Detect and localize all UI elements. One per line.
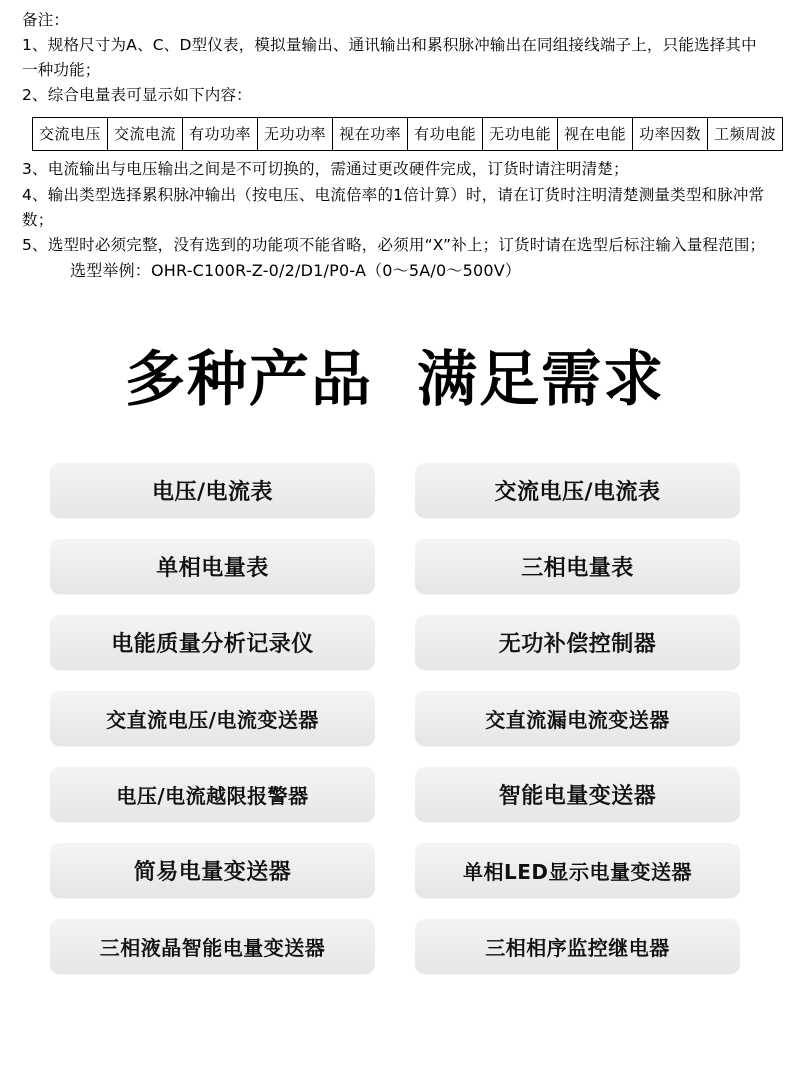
note-item-3: 3、电流输出与电压输出之间是不可切换的，需通过更改硬件完成，订货时请注明清楚； [22,160,629,179]
note-item-4: 4、输出类型选择累积脉冲输出（按电压、电流倍率的1倍计算）时，请在订货时注明清楚测量类型和脉冲常数； [22,185,765,229]
table-cell-reactive-energy: 无功电能 [483,118,558,151]
table-cell-reactive-power: 无功功率 [258,118,333,151]
product-card-single-phase-led-power-transducer[interactable]: 单相LED显示电量变送器 [415,843,740,898]
table-cell-ac-voltage: 交流电压 [33,118,108,151]
product-card-reactive-compensation-controller[interactable]: 无功补偿控制器 [415,615,740,670]
product-card-simple-power-transducer[interactable]: 简易电量变送器 [50,843,375,898]
notes-title: 备注： [22,11,70,29]
product-card-voltage-current-alarm[interactable]: 电压/电流越限报警器 [50,767,375,822]
product-card-smart-power-transducer[interactable]: 智能电量变送器 [415,767,740,822]
product-card-acdc-leakage-current-transducer[interactable]: 交直流漏电流变送器 [415,691,740,746]
notes-block-2 [22,157,768,283]
notes-block [22,8,768,108]
headline-right: 满足需求 [417,344,665,415]
table-cell-power-factor: 功率因数 [633,118,708,151]
function-table [32,117,783,151]
product-card-acdc-voltage-current-transducer[interactable]: 交直流电压/电流变送器 [50,691,375,746]
table-cell-active-power: 有功功率 [183,118,258,151]
headline-left: 多种产品 [125,344,373,415]
product-card-ac-voltage-current-meter[interactable]: 交流电压/电流表 [415,463,740,518]
page-title [22,346,768,415]
function-table-wrap [32,117,777,151]
product-card-power-quality-recorder[interactable]: 电能质量分析记录仪 [50,615,375,670]
product-card-three-phase-power-meter[interactable]: 三相电量表 [415,539,740,594]
product-card-three-phase-lcd-smart-power-transducer[interactable]: 三相液晶智能电量变送器 [50,919,375,974]
note-item-1: 1、规格尺寸为A、C、D型仪表，模拟量输出、通讯输出和累积脉冲输出在同组接线端子上，只能选择其中一种功能； [22,36,757,80]
selection-example: 选型举例：OHR-C100R-Z-0/2/D1/P0-A（0～5A/0～500V） [70,260,522,280]
table-cell-active-energy: 有功电能 [408,118,483,151]
product-card-single-phase-power-meter[interactable]: 单相电量表 [50,539,375,594]
table-cell-apparent-power: 视在功率 [333,118,408,151]
product-grid [22,463,768,974]
product-card-three-phase-sequence-relay[interactable]: 三相相序监控继电器 [415,919,740,974]
table-cell-frequency: 工频周波 [708,118,783,151]
table-row [33,118,783,151]
product-card-voltage-current-meter[interactable]: 电压/电流表 [50,463,375,518]
table-cell-apparent-energy: 视在电能 [558,118,633,151]
table-cell-ac-current: 交流电流 [108,118,183,151]
note-item-2: 2、综合电量表可显示如下内容： [22,86,252,105]
note-item-5: 5、选型时必须完整，没有选到的功能项不能省略，必须用“X”补上；订货时请在选型后标注输入量程范围； [22,235,766,254]
